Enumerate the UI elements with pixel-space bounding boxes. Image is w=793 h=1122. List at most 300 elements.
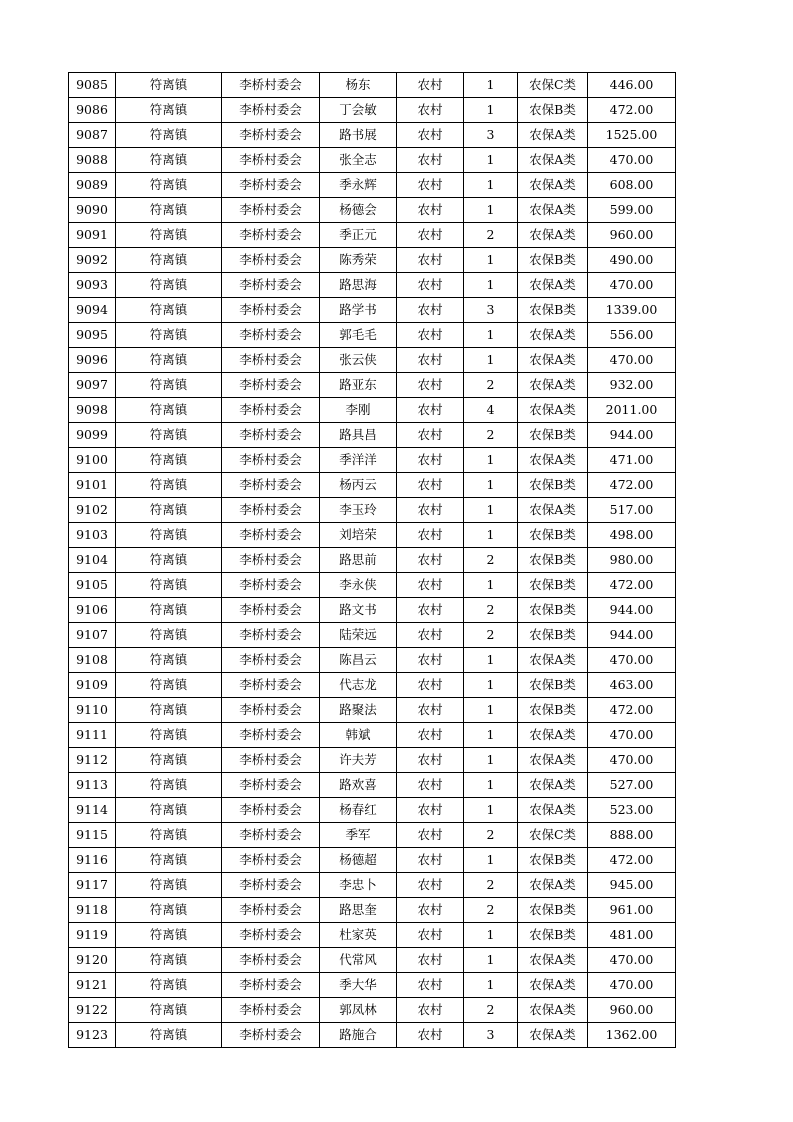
village-committee-cell: 李桥村委会 (222, 248, 320, 273)
village-committee-cell: 李桥村委会 (222, 698, 320, 723)
household-size-cell: 1 (464, 698, 518, 723)
table-row (69, 373, 676, 398)
name-cell: 路具昌 (320, 423, 397, 448)
town-cell: 符离镇 (116, 123, 222, 148)
table-row (69, 948, 676, 973)
amount-cell: 472.00 (588, 698, 676, 723)
record-id-cell: 9121 (69, 973, 116, 998)
insurance-category-cell: 农保A类 (518, 398, 588, 423)
table-row (69, 173, 676, 198)
record-id-cell: 9111 (69, 723, 116, 748)
table-row (69, 348, 676, 373)
insurance-category-cell: 农保B类 (518, 98, 588, 123)
record-id-cell: 9093 (69, 273, 116, 298)
town-cell: 符离镇 (116, 273, 222, 298)
name-cell: 杜家英 (320, 923, 397, 948)
area-type-cell: 农村 (397, 623, 464, 648)
village-committee-cell: 李桥村委会 (222, 423, 320, 448)
town-cell: 符离镇 (116, 173, 222, 198)
area-type-cell: 农村 (397, 423, 464, 448)
household-size-cell: 1 (464, 498, 518, 523)
village-committee-cell: 李桥村委会 (222, 348, 320, 373)
village-committee-cell: 李桥村委会 (222, 798, 320, 823)
village-committee-cell: 李桥村委会 (222, 123, 320, 148)
town-cell: 符离镇 (116, 748, 222, 773)
area-type-cell: 农村 (397, 248, 464, 273)
household-size-cell: 3 (464, 123, 518, 148)
amount-cell: 961.00 (588, 898, 676, 923)
household-size-cell: 2 (464, 373, 518, 398)
table-row (69, 998, 676, 1023)
town-cell: 符离镇 (116, 73, 222, 98)
town-cell: 符离镇 (116, 948, 222, 973)
household-size-cell: 2 (464, 548, 518, 573)
household-size-cell: 1 (464, 748, 518, 773)
area-type-cell: 农村 (397, 173, 464, 198)
household-size-cell: 1 (464, 573, 518, 598)
town-cell: 符离镇 (116, 548, 222, 573)
town-cell: 符离镇 (116, 773, 222, 798)
record-id-cell: 9085 (69, 73, 116, 98)
area-type-cell: 农村 (397, 923, 464, 948)
record-id-cell: 9112 (69, 748, 116, 773)
name-cell: 韩斌 (320, 723, 397, 748)
record-id-cell: 9091 (69, 223, 116, 248)
area-type-cell: 农村 (397, 823, 464, 848)
village-committee-cell: 李桥村委会 (222, 223, 320, 248)
insurance-category-cell: 农保A类 (518, 348, 588, 373)
town-cell: 符离镇 (116, 398, 222, 423)
area-type-cell: 农村 (397, 73, 464, 98)
area-type-cell: 农村 (397, 673, 464, 698)
insurance-category-cell: 农保A类 (518, 273, 588, 298)
insurance-category-cell: 农保B类 (518, 923, 588, 948)
record-id-cell: 9088 (69, 148, 116, 173)
name-cell: 路思前 (320, 548, 397, 573)
record-id-cell: 9120 (69, 948, 116, 973)
town-cell: 符离镇 (116, 623, 222, 648)
table-row (69, 273, 676, 298)
household-size-cell: 1 (464, 198, 518, 223)
area-type-cell: 农村 (397, 798, 464, 823)
table-row (69, 673, 676, 698)
village-committee-cell: 李桥村委会 (222, 898, 320, 923)
name-cell: 杨丙云 (320, 473, 397, 498)
village-committee-cell: 李桥村委会 (222, 623, 320, 648)
name-cell: 李玉玲 (320, 498, 397, 523)
household-size-cell: 1 (464, 473, 518, 498)
town-cell: 符离镇 (116, 973, 222, 998)
area-type-cell: 农村 (397, 198, 464, 223)
table-row (69, 423, 676, 448)
name-cell: 杨东 (320, 73, 397, 98)
amount-cell: 498.00 (588, 523, 676, 548)
amount-cell: 470.00 (588, 273, 676, 298)
area-type-cell: 农村 (397, 223, 464, 248)
name-cell: 李刚 (320, 398, 397, 423)
record-id-cell: 9116 (69, 848, 116, 873)
village-committee-cell: 李桥村委会 (222, 1023, 320, 1048)
insurance-category-cell: 农保A类 (518, 498, 588, 523)
record-id-cell: 9105 (69, 573, 116, 598)
insurance-category-cell: 农保A类 (518, 773, 588, 798)
household-size-cell: 1 (464, 973, 518, 998)
area-type-cell: 农村 (397, 398, 464, 423)
amount-cell: 945.00 (588, 873, 676, 898)
insurance-category-cell: 农保B类 (518, 548, 588, 573)
name-cell: 张全志 (320, 148, 397, 173)
table-row (69, 848, 676, 873)
name-cell: 路学书 (320, 298, 397, 323)
household-size-cell: 2 (464, 898, 518, 923)
table-row (69, 823, 676, 848)
name-cell: 代志龙 (320, 673, 397, 698)
area-type-cell: 农村 (397, 898, 464, 923)
record-id-cell: 9115 (69, 823, 116, 848)
village-committee-cell: 李桥村委会 (222, 198, 320, 223)
amount-cell: 470.00 (588, 723, 676, 748)
table-row (69, 398, 676, 423)
area-type-cell: 农村 (397, 998, 464, 1023)
name-cell: 杨德超 (320, 848, 397, 873)
household-size-cell: 1 (464, 848, 518, 873)
record-id-cell: 9108 (69, 648, 116, 673)
household-size-cell: 3 (464, 298, 518, 323)
amount-cell: 472.00 (588, 573, 676, 598)
table-row (69, 148, 676, 173)
insurance-category-cell: 农保B类 (518, 673, 588, 698)
household-size-cell: 1 (464, 273, 518, 298)
town-cell: 符离镇 (116, 473, 222, 498)
village-committee-cell: 李桥村委会 (222, 848, 320, 873)
insurance-category-cell: 农保B类 (518, 298, 588, 323)
record-id-cell: 9090 (69, 198, 116, 223)
household-size-cell: 1 (464, 648, 518, 673)
household-size-cell: 1 (464, 723, 518, 748)
insurance-category-cell: 农保A类 (518, 973, 588, 998)
record-id-cell: 9118 (69, 898, 116, 923)
amount-cell: 463.00 (588, 673, 676, 698)
village-committee-cell: 李桥村委会 (222, 773, 320, 798)
table-row (69, 1023, 676, 1048)
amount-cell: 470.00 (588, 648, 676, 673)
record-id-cell: 9099 (69, 423, 116, 448)
village-committee-cell: 李桥村委会 (222, 273, 320, 298)
record-id-cell: 9114 (69, 798, 116, 823)
name-cell: 代常风 (320, 948, 397, 973)
amount-cell: 527.00 (588, 773, 676, 798)
village-committee-cell: 李桥村委会 (222, 398, 320, 423)
name-cell: 丁会敏 (320, 98, 397, 123)
village-committee-cell: 李桥村委会 (222, 148, 320, 173)
area-type-cell: 农村 (397, 473, 464, 498)
records-table (68, 72, 676, 1048)
household-size-cell: 1 (464, 673, 518, 698)
town-cell: 符离镇 (116, 373, 222, 398)
name-cell: 张云侠 (320, 348, 397, 373)
record-id-cell: 9110 (69, 698, 116, 723)
table-row (69, 573, 676, 598)
amount-cell: 523.00 (588, 798, 676, 823)
area-type-cell: 农村 (397, 1023, 464, 1048)
household-size-cell: 1 (464, 773, 518, 798)
town-cell: 符离镇 (116, 898, 222, 923)
record-id-cell: 9096 (69, 348, 116, 373)
name-cell: 陈秀荣 (320, 248, 397, 273)
town-cell: 符离镇 (116, 598, 222, 623)
town-cell: 符离镇 (116, 423, 222, 448)
village-committee-cell: 李桥村委会 (222, 98, 320, 123)
town-cell: 符离镇 (116, 573, 222, 598)
amount-cell: 944.00 (588, 623, 676, 648)
area-type-cell: 农村 (397, 748, 464, 773)
amount-cell: 490.00 (588, 248, 676, 273)
insurance-category-cell: 农保B类 (518, 848, 588, 873)
table-row (69, 923, 676, 948)
amount-cell: 472.00 (588, 848, 676, 873)
area-type-cell: 农村 (397, 723, 464, 748)
area-type-cell: 农村 (397, 698, 464, 723)
town-cell: 符离镇 (116, 1023, 222, 1048)
insurance-category-cell: 农保B类 (518, 523, 588, 548)
household-size-cell: 2 (464, 823, 518, 848)
record-id-cell: 9104 (69, 548, 116, 573)
record-id-cell: 9119 (69, 923, 116, 948)
name-cell: 郭毛毛 (320, 323, 397, 348)
insurance-category-cell: 农保A类 (518, 1023, 588, 1048)
insurance-category-cell: 农保A类 (518, 323, 588, 348)
village-committee-cell: 李桥村委会 (222, 373, 320, 398)
name-cell: 李忠卜 (320, 873, 397, 898)
amount-cell: 2011.00 (588, 398, 676, 423)
household-size-cell: 2 (464, 998, 518, 1023)
record-id-cell: 9107 (69, 623, 116, 648)
household-size-cell: 2 (464, 223, 518, 248)
village-committee-cell: 李桥村委会 (222, 998, 320, 1023)
village-committee-cell: 李桥村委会 (222, 723, 320, 748)
name-cell: 路施合 (320, 1023, 397, 1048)
insurance-category-cell: 农保C类 (518, 73, 588, 98)
insurance-category-cell: 农保A类 (518, 798, 588, 823)
name-cell: 许夫芳 (320, 748, 397, 773)
table-row (69, 548, 676, 573)
record-id-cell: 9123 (69, 1023, 116, 1048)
name-cell: 季永辉 (320, 173, 397, 198)
insurance-category-cell: 农保A类 (518, 373, 588, 398)
name-cell: 杨春红 (320, 798, 397, 823)
town-cell: 符离镇 (116, 248, 222, 273)
amount-cell: 608.00 (588, 173, 676, 198)
table-row (69, 198, 676, 223)
town-cell: 符离镇 (116, 198, 222, 223)
name-cell: 刘培荣 (320, 523, 397, 548)
village-committee-cell: 李桥村委会 (222, 498, 320, 523)
village-committee-cell: 李桥村委会 (222, 548, 320, 573)
insurance-category-cell: 农保C类 (518, 823, 588, 848)
household-size-cell: 3 (464, 1023, 518, 1048)
name-cell: 陈昌云 (320, 648, 397, 673)
town-cell: 符离镇 (116, 848, 222, 873)
village-committee-cell: 李桥村委会 (222, 823, 320, 848)
insurance-category-cell: 农保A类 (518, 198, 588, 223)
area-type-cell: 农村 (397, 273, 464, 298)
town-cell: 符离镇 (116, 523, 222, 548)
village-committee-cell: 李桥村委会 (222, 523, 320, 548)
town-cell: 符离镇 (116, 998, 222, 1023)
area-type-cell: 农村 (397, 523, 464, 548)
amount-cell: 471.00 (588, 448, 676, 473)
household-size-cell: 2 (464, 423, 518, 448)
amount-cell: 472.00 (588, 98, 676, 123)
amount-cell: 960.00 (588, 998, 676, 1023)
area-type-cell: 农村 (397, 348, 464, 373)
insurance-category-cell: 农保A类 (518, 723, 588, 748)
town-cell: 符离镇 (116, 323, 222, 348)
area-type-cell: 农村 (397, 498, 464, 523)
records-table-body (69, 73, 676, 1048)
town-cell: 符离镇 (116, 448, 222, 473)
household-size-cell: 1 (464, 448, 518, 473)
town-cell: 符离镇 (116, 673, 222, 698)
table-row (69, 598, 676, 623)
town-cell: 符离镇 (116, 223, 222, 248)
insurance-category-cell: 农保B类 (518, 598, 588, 623)
name-cell: 陆荣远 (320, 623, 397, 648)
amount-cell: 556.00 (588, 323, 676, 348)
insurance-category-cell: 农保B类 (518, 248, 588, 273)
insurance-category-cell: 农保B类 (518, 898, 588, 923)
amount-cell: 960.00 (588, 223, 676, 248)
town-cell: 符离镇 (116, 348, 222, 373)
household-size-cell: 1 (464, 348, 518, 373)
name-cell: 李永侠 (320, 573, 397, 598)
table-row (69, 873, 676, 898)
town-cell: 符离镇 (116, 148, 222, 173)
insurance-category-cell: 农保A类 (518, 998, 588, 1023)
name-cell: 郭凤林 (320, 998, 397, 1023)
record-id-cell: 9092 (69, 248, 116, 273)
table-row (69, 298, 676, 323)
area-type-cell: 农村 (397, 448, 464, 473)
insurance-category-cell: 农保A类 (518, 948, 588, 973)
village-committee-cell: 李桥村委会 (222, 448, 320, 473)
area-type-cell: 农村 (397, 948, 464, 973)
amount-cell: 944.00 (588, 598, 676, 623)
amount-cell: 470.00 (588, 748, 676, 773)
town-cell: 符离镇 (116, 923, 222, 948)
record-id-cell: 9094 (69, 298, 116, 323)
name-cell: 杨德会 (320, 198, 397, 223)
town-cell: 符离镇 (116, 698, 222, 723)
table-row (69, 523, 676, 548)
amount-cell: 472.00 (588, 473, 676, 498)
record-id-cell: 9117 (69, 873, 116, 898)
area-type-cell: 农村 (397, 373, 464, 398)
village-committee-cell: 李桥村委会 (222, 648, 320, 673)
name-cell: 路书展 (320, 123, 397, 148)
town-cell: 符离镇 (116, 498, 222, 523)
amount-cell: 888.00 (588, 823, 676, 848)
insurance-category-cell: 农保B类 (518, 623, 588, 648)
household-size-cell: 1 (464, 323, 518, 348)
area-type-cell: 农村 (397, 648, 464, 673)
table-row (69, 98, 676, 123)
table-row (69, 973, 676, 998)
amount-cell: 944.00 (588, 423, 676, 448)
record-id-cell: 9097 (69, 373, 116, 398)
insurance-category-cell: 农保B类 (518, 698, 588, 723)
insurance-category-cell: 农保A类 (518, 123, 588, 148)
area-type-cell: 农村 (397, 323, 464, 348)
table-row (69, 473, 676, 498)
area-type-cell: 农村 (397, 98, 464, 123)
area-type-cell: 农村 (397, 873, 464, 898)
village-committee-cell: 李桥村委会 (222, 173, 320, 198)
village-committee-cell: 李桥村委会 (222, 948, 320, 973)
name-cell: 季军 (320, 823, 397, 848)
household-size-cell: 2 (464, 873, 518, 898)
table-row (69, 248, 676, 273)
household-size-cell: 1 (464, 148, 518, 173)
amount-cell: 599.00 (588, 198, 676, 223)
town-cell: 符离镇 (116, 648, 222, 673)
village-committee-cell: 李桥村委会 (222, 598, 320, 623)
record-id-cell: 9086 (69, 98, 116, 123)
table-row (69, 898, 676, 923)
record-id-cell: 9101 (69, 473, 116, 498)
name-cell: 路思奎 (320, 898, 397, 923)
town-cell: 符离镇 (116, 873, 222, 898)
table-row (69, 498, 676, 523)
village-committee-cell: 李桥村委会 (222, 473, 320, 498)
table-row (69, 623, 676, 648)
amount-cell: 470.00 (588, 973, 676, 998)
amount-cell: 470.00 (588, 148, 676, 173)
record-id-cell: 9106 (69, 598, 116, 623)
household-size-cell: 4 (464, 398, 518, 423)
insurance-category-cell: 农保A类 (518, 748, 588, 773)
table-row (69, 723, 676, 748)
village-committee-cell: 李桥村委会 (222, 573, 320, 598)
household-size-cell: 1 (464, 948, 518, 973)
record-id-cell: 9095 (69, 323, 116, 348)
record-id-cell: 9113 (69, 773, 116, 798)
household-size-cell: 1 (464, 73, 518, 98)
record-id-cell: 9109 (69, 673, 116, 698)
record-id-cell: 9098 (69, 398, 116, 423)
household-size-cell: 1 (464, 523, 518, 548)
insurance-category-cell: 农保A类 (518, 448, 588, 473)
record-id-cell: 9122 (69, 998, 116, 1023)
name-cell: 季正元 (320, 223, 397, 248)
table-row (69, 73, 676, 98)
table-row (69, 648, 676, 673)
amount-cell: 1362.00 (588, 1023, 676, 1048)
household-size-cell: 1 (464, 173, 518, 198)
amount-cell: 470.00 (588, 948, 676, 973)
name-cell: 路欢喜 (320, 773, 397, 798)
village-committee-cell: 李桥村委会 (222, 323, 320, 348)
household-size-cell: 1 (464, 98, 518, 123)
name-cell: 路思海 (320, 273, 397, 298)
name-cell: 路文书 (320, 598, 397, 623)
area-type-cell: 农村 (397, 773, 464, 798)
record-id-cell: 9087 (69, 123, 116, 148)
insurance-category-cell: 农保A类 (518, 148, 588, 173)
amount-cell: 517.00 (588, 498, 676, 523)
insurance-category-cell: 农保B类 (518, 423, 588, 448)
insurance-category-cell: 农保A类 (518, 648, 588, 673)
